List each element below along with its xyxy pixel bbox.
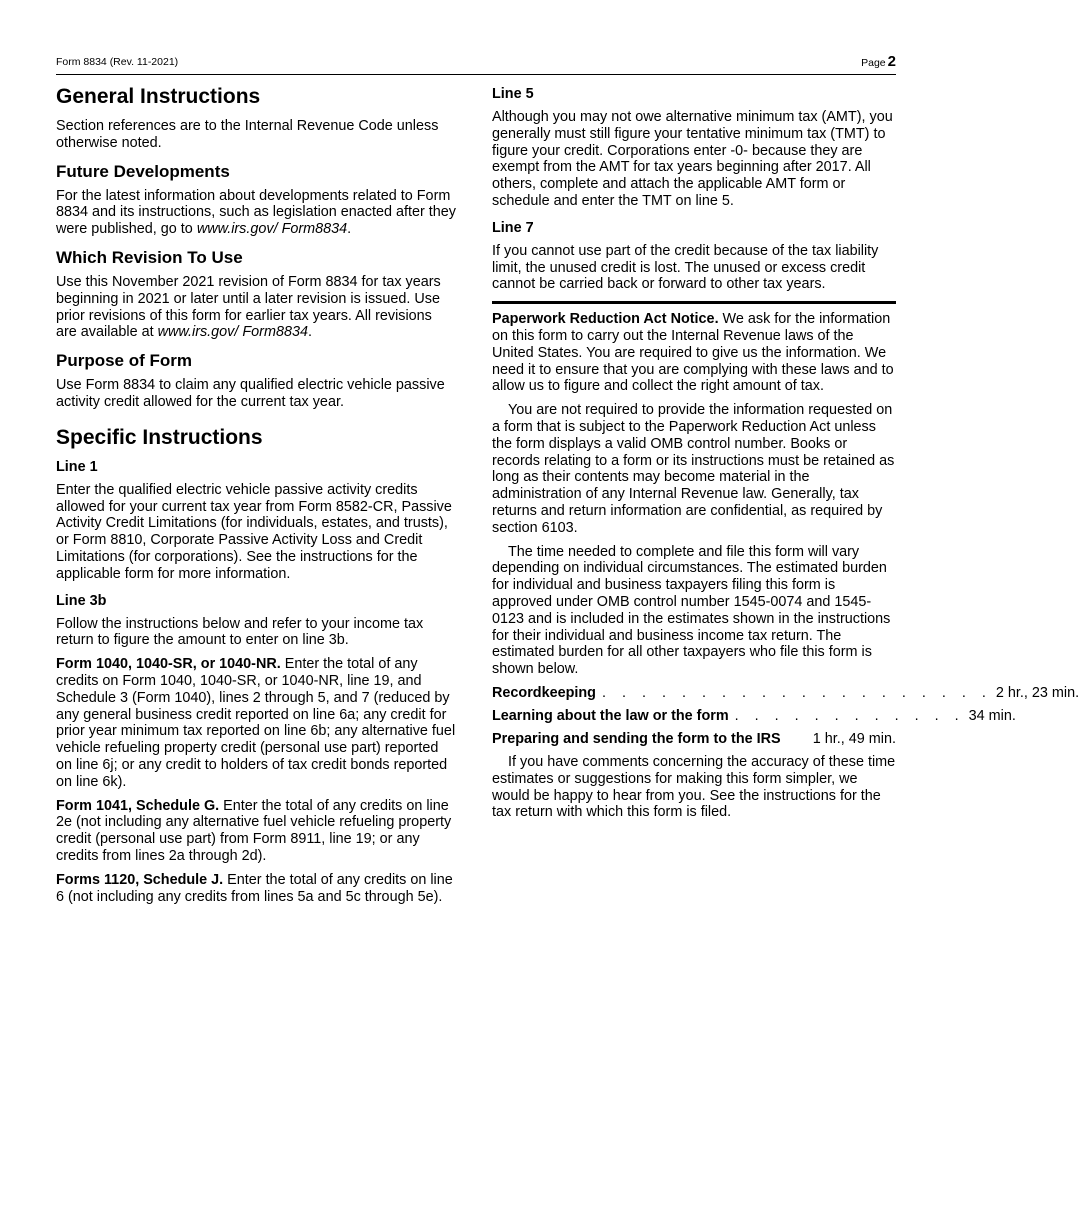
page-header (56, 52, 896, 75)
general-instructions-text: Section references are to the Internal Revenue Code unless otherwise noted. (56, 118, 439, 151)
form-1041-text: Enter the total of any credits on line 2e (not including any alternative fuel vehicle refueling property credit (personal use part) from Form 8911, line 19; or any credits from lines 2a through 2d). (56, 797, 452, 864)
form-1041-title: Form 1041, Schedule G. (56, 797, 220, 814)
form-1120-paragraph (56, 872, 456, 906)
leader-dots: . . . . . . . . . . . . . . . . . . . . (601, 684, 992, 701)
future-text-b: . (347, 221, 352, 238)
line-7-text: If you cannot use part of the credit because of the tax liability limit, the unused credit is lost. The unused or excess credit cannot be carried back or forward to other tax years. (492, 242, 879, 293)
line-3b-text: Follow the instructions below and refer to your income tax return to figure the amount to enter on line 3b. (56, 615, 424, 649)
paperwork-notice-title: Paperwork Reduction Act Notice. (492, 311, 719, 328)
line-7-heading: Line 7 (492, 219, 534, 236)
revision-text-b: . (307, 324, 312, 341)
page-indicator (861, 53, 896, 70)
form-id: Form 8834 (Rev. 11-2021) (56, 56, 179, 68)
form-1120-title: Forms 1120, Schedule J. (56, 871, 224, 888)
line-5-text: Although you may not owe alternative minimum tax (AMT), you generally must still figure your tentative minimum tax (TMT) to figure your credit. Corporations enter -0- because they are exempt from the AMT for tax years beginning after 2017. All others, complete and attach the applicable AMT form or schedule and enter the TMT on line 5. (492, 109, 893, 209)
line-1-text: Enter the qualified electric vehicle passive activity credits allowed for your current tax year from Form 8582-CR, Passive Activity Credit Limitations (for individuals, estates, and trusts), or Form 8810, Corporate Passive Activity Loss and Credit Limitations (for corporations). See the instructions for the applicable form for more information. (56, 481, 452, 582)
burden-row-preparing (492, 731, 896, 748)
section-divider (492, 301, 896, 304)
burden-value: 34 min. (968, 707, 1016, 724)
burden-row-recordkeeping (492, 684, 1079, 702)
form-1040-title: Form 1040, 1040-SR, or 1040-NR. (56, 656, 281, 673)
burden-value: 2 hr., 23 min. (995, 684, 1079, 701)
comments-paragraph: If you have comments concerning the accuracy of these time estimates or suggestions for making this form simpler, we would be happy to hear from you. See the instructions for the tax return with which this form is filed. (492, 753, 896, 821)
burden-row-learning (492, 707, 1016, 725)
general-instructions-heading: General Instructions (56, 85, 261, 108)
line-1-heading: Line 1 (56, 458, 98, 475)
future-developments-heading: Future Developments (56, 161, 230, 181)
line-5-heading: Line 5 (492, 86, 534, 102)
future-developments-text (56, 188, 456, 238)
page-number: 2 (887, 53, 896, 70)
page-label: Page (861, 57, 886, 69)
form-1120-text: Enter the total of any credits on line 6 (not including any credits from lines 5a and 5c through 5e). (56, 871, 453, 905)
burden-value: 1 hr., 49 min. (812, 730, 896, 747)
burden-table (492, 684, 1079, 748)
future-link[interactable]: www.irs.gov/ Form8834 (196, 221, 348, 238)
purpose-of-form-text: Use Form 8834 to claim any qualified electric vehicle passive activity credit allowed for the current tax year. (56, 377, 445, 410)
omb-paragraph: You are not required to provide the information requested on a form that is subject to the Paperwork Reduction Act unless the form displays a valid OMB control number. Books or records relating to a form or its instructions must be retained as long as their contents may become material in the administration of any Internal Revenue law. Generally, tax returns and return information are confidential, as required by section 6103. (492, 402, 895, 536)
future-text-a: For the latest information about developments related to Form 8834 and its instructions, such as legislation enacted after they were published, go to (56, 187, 456, 238)
leader-dots: . . . . . . . . . . . . (734, 707, 965, 724)
which-revision-text (56, 274, 456, 341)
form-1041-paragraph (56, 798, 456, 865)
paperwork-notice-paragraph (492, 311, 896, 395)
revision-link[interactable]: www.irs.gov/ Form8834 (157, 324, 308, 341)
specific-instructions-heading: Specific Instructions (56, 425, 263, 449)
burden-label: Learning about the law or the form (492, 707, 729, 724)
paperwork-notice-text: We ask for the information on this form to carry out the Internal Revenue laws of the United States. You are required to give us the information. We need it to ensure that you are complying with these laws and to allow us to figure and collect the right amount of tax. (492, 311, 894, 395)
left-column (56, 84, 456, 912)
form-1040-paragraph (56, 656, 456, 790)
line-3b-heading: Line 3b (56, 592, 107, 609)
form-1040-text: Enter the total of any credits on Form 1040, 1040-SR, or 1040-NR, line 19, and Schedule 3 (Form 1040), lines 2 through 5, and 7 (reduced by any general business credit reported on line 6a; any credit for prior year minimum tax reported on line 6b; any alternative fuel vehicle refueling property credit (personal use part) reported on line 6j; or any credit to holders of tax credit bonds reported on line 6k). (56, 656, 456, 790)
revision-text-a: Use this November 2021 revision of Form 8834 for tax years beginning in 2021 or later until a later revision is issued. Use prior revisions of this form for earlier tax years. All revisions are available at (56, 273, 441, 341)
burden-label: Recordkeeping (492, 684, 596, 701)
purpose-of-form-heading: Purpose of Form (56, 351, 193, 371)
time-burden-paragraph: The time needed to complete and file this form will vary depending on individual circumstances. The estimated burden for individual and business taxpayers filing this form is approved under OMB control number 1545-0074 and 1545-0123 and is included in the estimates shown in the instructions for their individual and business income tax return. The estimated burden for all other taxpayers who file this form is shown below. (492, 543, 891, 678)
burden-label: Preparing and sending the form to the IRS (492, 730, 781, 747)
right-column (492, 84, 1079, 828)
which-revision-heading: Which Revision To Use (56, 247, 243, 267)
